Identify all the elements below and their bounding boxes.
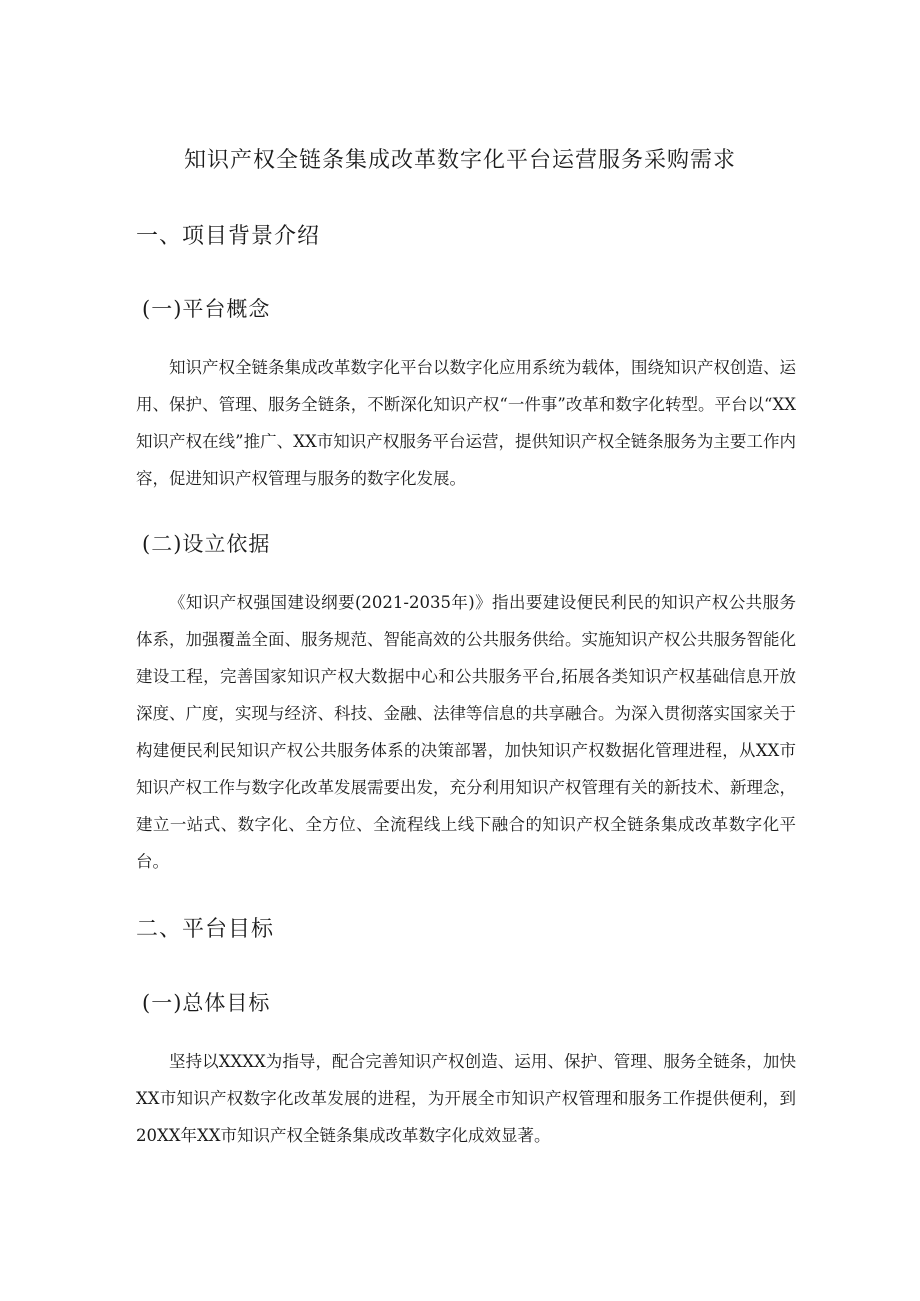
document-title: 知识产权全链条集成改革数字化平台运营服务采购需求: [183, 148, 736, 173]
section-heading-platform-goals: 二、平台目标: [136, 917, 275, 942]
subsection-heading-platform-concept: (一)平台概念: [142, 297, 271, 321]
paragraph-basis: 《知识产权强国建设纲要(2021-2035年)》指出要建设便民利民的知识产权公共服务体系，加强覆盖全面、服务规范、智能高效的公共服务供给。实施知识产权公共服务智能化建设工程，完善国家知识产权大数据中心和公共服务平台,拓展各类知识产权基础信息开放深度、广度，实现与经济、科技、金融、法律等信息的共享融合。为深入贯彻落实国家关于构建便民利民知识产权公共服务体系的决策部署，加快知识产权数据化管理进程，从XX市知识产权工作与数字化改革发展需要出发，充分利用知识产权管理有关的新技术、新理念，建立一站式、数字化、全方位、全流程线上线下融合的知识产权全链条集成改革数字化平台。: [136, 593, 796, 871]
subsection-heading-overall-goal: (一)总体目标: [142, 991, 271, 1015]
paragraph-platform-concept: 知识产权全链条集成改革数字化平台以数字化应用系统为载体，围绕知识产权创造、运用、保护、管理、服务全链条，不断深化知识产权“一件事”改革和数字化转型。平台以“XX知识产权在线”推广、XX市知识产权服务平台运营，提供知识产权全链条服务为主要工作内容，促进知识产权管理与服务的数字化发展。: [136, 358, 796, 488]
paragraph-overall-goal: 坚持以XXXX为指导，配合完善知识产权创造、运用、保护、管理、服务全链条，加快XX市知识产权数字化改革发展的进程，为开展全市知识产权管理和服务工作提供便利，到20XX年XX市知识产权全链条集成改革数字化成效显著。: [136, 1052, 796, 1145]
subsection-heading-basis: (二)设立依据: [142, 532, 271, 556]
section-heading-background: 一、项目背景介绍: [136, 224, 321, 249]
